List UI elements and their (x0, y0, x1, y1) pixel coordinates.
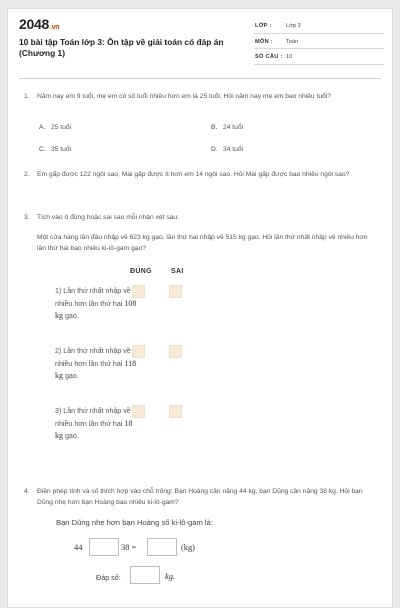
statement-3 (55, 406, 137, 443)
header-divider (19, 78, 381, 79)
question-text: Năm nay em 9 tuổi, mẹ em có số tuổi nhiều hơn em là 25 tuổi. Hỏi năm nay mẹ em bao nhiêu tuổi? (37, 93, 331, 100)
option-label: C. (39, 146, 46, 153)
meta-value: 10 (286, 54, 293, 60)
worksheet-meta (254, 18, 384, 65)
operator-input[interactable] (89, 538, 119, 556)
meta-key: LỚP : (255, 23, 272, 29)
meta-value: Toán (286, 38, 299, 45)
statement-3-false-checkbox[interactable] (169, 405, 182, 418)
question-number: 1. (24, 93, 30, 100)
option-text: 24 tuổi (223, 124, 244, 131)
statement-suffix: gạo. (64, 312, 79, 320)
statement-value: 118 kg (55, 358, 137, 380)
option-text: 25 tuổi (51, 124, 72, 131)
statement-value: 108 kg (55, 298, 137, 320)
question-text: Điền phép tính và số thích hợp vào chỗ trống: Bạn Hoàng cân nặng 44 kg, bạn Dũng cân nặng 38 kg. Hỏi bạn Dũng nhẹ hơn bạn Hoàng bao nhiêu ki-lô-gam? (37, 488, 363, 506)
worksheet-title: 10 bài tập Toán lớp 3: Ôn tập về giải toán có đáp án (Chương 1) (19, 37, 224, 58)
question-text: Tích vào ô đúng hoặc sai sau mỗi nhận xét sau: (37, 214, 180, 221)
column-header-false: SAI (171, 268, 184, 275)
option-b[interactable] (211, 124, 243, 131)
answer-unit: kg. (165, 572, 175, 581)
operand-2: 38 = (121, 543, 137, 552)
question-number: 2. (24, 171, 30, 178)
question-number: 4. (24, 488, 30, 495)
option-label: D. (211, 146, 218, 153)
statement-suffix: gạo. (64, 432, 79, 440)
question-3-context: Một cửa hàng lần đầu nhập về 623 kg gạo, lần thứ hai nhập về 515 kg gạo. Hỏi lần thứ nhất nhập về nhiều hơn lần thứ hai bao nhiêu ki-lô-gam gạo? (37, 234, 368, 252)
column-header-true: ĐÚNG (130, 268, 152, 275)
statement-text: 3) Lần thứ nhất nhập về nhiều hơn lần thứ hai (55, 407, 131, 428)
operand-1: 44 (74, 543, 83, 552)
option-label: B. (211, 124, 218, 131)
fill-sentence: Bạn Dũng nhẹ hơn bạn Hoàng số ki-lô-gam là: (56, 518, 213, 527)
worksheet-header (8, 9, 392, 81)
meta-value: Lớp 3 (286, 23, 301, 29)
option-label: A. (39, 124, 46, 131)
statement-1-true-checkbox[interactable] (132, 285, 145, 298)
meta-key: SỐ CÂU : (255, 54, 283, 60)
meta-row-grade (254, 18, 384, 34)
statement-2 (55, 346, 137, 383)
result-input[interactable] (147, 538, 177, 556)
logo-text: 2048 (19, 16, 49, 32)
question-number: 3. (24, 214, 30, 221)
option-c[interactable] (39, 146, 71, 153)
option-text: 34 tuổi (223, 146, 244, 153)
question-text: Em gấp được 122 ngôi sao, Mai gấp được ít hơn em 14 ngôi sao. Hỏi Mai gấp được bao nhiêu ngôi sao? (37, 171, 350, 178)
statement-suffix: gạo. (64, 372, 79, 380)
answer-input[interactable] (130, 566, 160, 584)
logo-suffix: .vn (49, 24, 60, 31)
statement-value: 18 kg (55, 418, 133, 440)
statement-2-true-checkbox[interactable] (132, 345, 145, 358)
option-text: 35 tuổi (51, 146, 72, 153)
statement-1-false-checkbox[interactable] (169, 285, 182, 298)
result-unit: (kg) (181, 543, 195, 552)
answer-label: Đáp số: (96, 573, 121, 582)
option-d[interactable] (211, 146, 243, 153)
meta-row-subject (254, 34, 384, 50)
statement-2-false-checkbox[interactable] (169, 345, 182, 358)
meta-key: MÔN : (255, 38, 273, 45)
option-a[interactable] (39, 124, 71, 131)
statement-3-true-checkbox[interactable] (132, 405, 145, 418)
meta-row-question-count (254, 49, 384, 65)
statement-text: 1) Lần thứ nhất nhập về nhiều hơn lần thứ hai (55, 287, 131, 308)
statement-text: 2) Lần thứ nhất nhập về nhiều hơn lần thứ hai (55, 347, 131, 368)
statement-1 (55, 286, 137, 323)
worksheet-page (7, 8, 393, 608)
site-logo[interactable] (19, 16, 59, 32)
